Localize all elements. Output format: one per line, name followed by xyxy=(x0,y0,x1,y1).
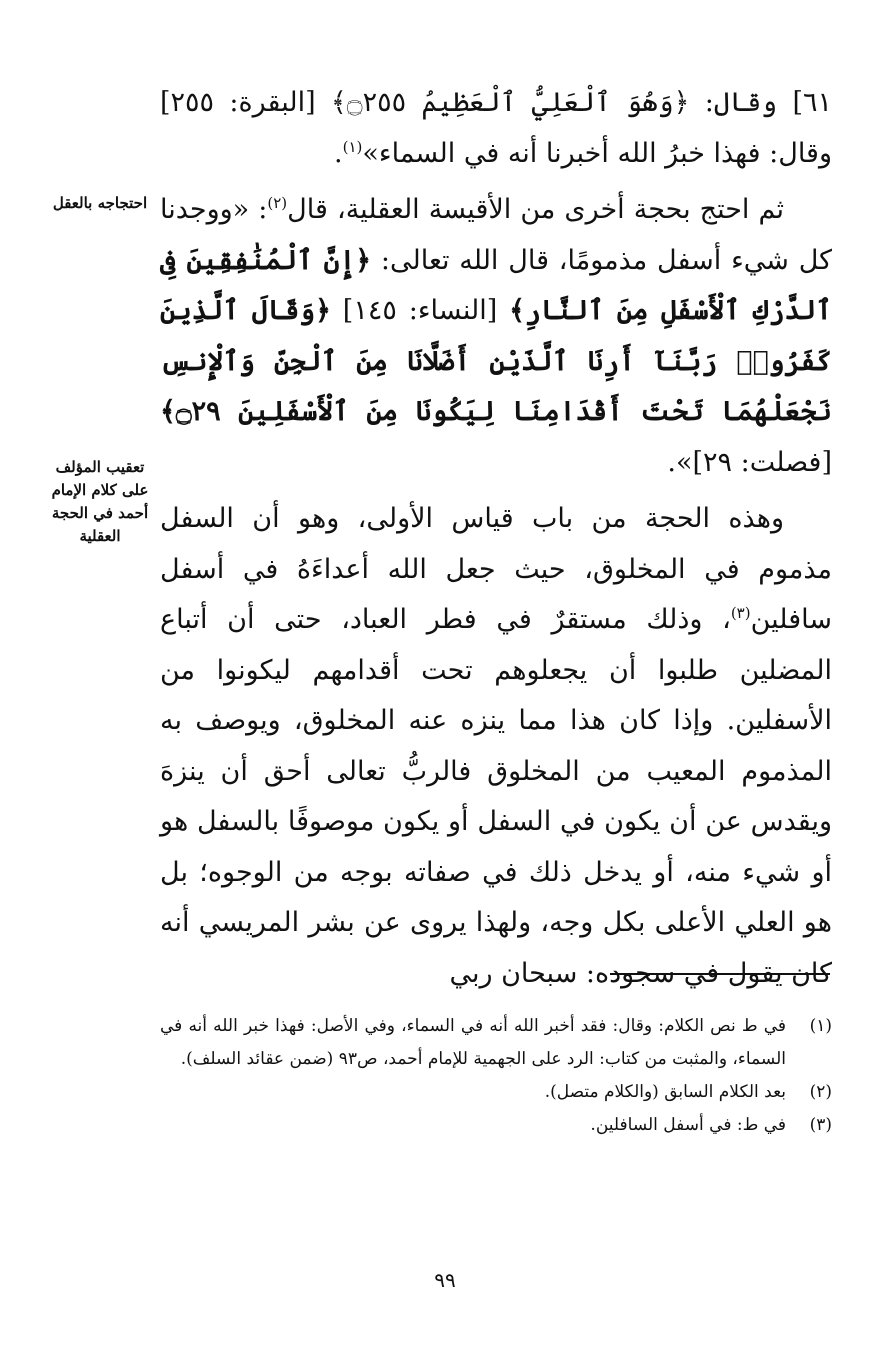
quran-verse-2: ﴿وَقَالَ ٱلَّذِينَ كَفَرُوا۟ رَبَّنَآ أَرِنَا ٱلَّذَيْنِ أَضَلَّانَا مِنَ ٱلْجِنِّ وَٱلْإِنسِ نَجْعَلْهُمَا تَحْتَ أَقْدَامِنَا لِيَكُونَا مِنَ ٱلْأَسْفَلِينَ ۝٢٩﴾ xyxy=(160,295,832,427)
paragraph-1-end: . xyxy=(334,137,343,169)
footnote-text: بعد الكلام السابق (والكلام متصل). xyxy=(544,1082,786,1102)
footnote-number: (١) xyxy=(809,1016,832,1036)
main-text xyxy=(160,78,832,999)
paragraph-2-continuation: : «ووجدنا كل شيء أسفل مذمومًا، قال الله تعالى: xyxy=(160,194,832,276)
footnote-number: (٢) xyxy=(809,1082,832,1102)
paragraph-3 xyxy=(160,494,832,999)
verse-reference-1: [النساء: ١٤٥] xyxy=(330,295,510,326)
footnote-text: في ط: في أسفل السافلين. xyxy=(590,1115,786,1135)
verse-reference-2: [فصلت: ٢٩]». xyxy=(667,446,832,478)
footnote-text: في ط نص الكلام: وقال: فقد أخبر الله أنه في السماء، وفي الأصل: فهذا خبر الله أنه في السماء، والمثبت من كتاب: الرد على الجهمية للإمام أحمد، ص٩٣ (ضمن عقائد السلف). xyxy=(160,1016,786,1069)
paragraph-2 xyxy=(160,185,832,488)
footnote-2 xyxy=(160,1076,832,1109)
paragraph-3-continuation: ، وذلك مستقرٌ في فطر العباد، حتى أن أتباع المضلين طلبوا أن يجعلوهم تحت أقدامهم ليكونوا من الأسفلين. وإذا كان هذا مما ينزه عنه المخلوق، ويوصف به المذموم المعيب من المخلوق فالربُّ تعالى أحق أن ينزهَ ويقدس عن أن يكون في السفل أو يكون موصوفًا بالسفل هو أو شيء منه، أو يدخل ذلك في صفاته بوجه من الوجوه؛ بل هو العلي الأعلى بكل وجه، ولهذا يروى عن بشر المريسي أنه كان يقول في سجوده: سبحان ربي xyxy=(160,604,832,989)
footnotes xyxy=(160,1010,832,1142)
paragraph-1-text: ٦١] وقال: ﴿وَهُوَ ٱلْعَلِيُّ ٱلْعَظِيمُ ۝٢٥٥﴾ [البقرة: ٢٥٥] وقال: فهذا خبرُ الله أخبرنا أنه في السماء» xyxy=(160,87,832,169)
paragraph-2-text: ثم احتج بحجة أخرى من الأقيسة العقلية، قال xyxy=(287,194,784,225)
footnote-ref-1: (١) xyxy=(342,137,363,156)
quran-verse-1: ﴿إِنَّ ٱلْمُنَٰفِقِينَ فِى ٱلدَّرْكِ ٱلْأَسْفَلِ مِنَ ٱلنَّارِ﴾ xyxy=(160,244,832,326)
footnote-1 xyxy=(160,1010,832,1076)
margin-note-commentary: تعقيب المؤلف على كلام الإمام أحمد في الحجة العقلية xyxy=(51,458,149,545)
paragraph-3-text: وهذه الحجة من باب قياس الأولى، وهو أن السفل مذموم في المخلوق، حيث جعل الله أعداءَهُ في أسفل سافلين xyxy=(160,503,832,635)
footnote-ref-3: (٣) xyxy=(730,604,751,622)
margin-note-reasoning: احتجاجه بالعقل xyxy=(52,194,148,212)
footnote-divider xyxy=(610,973,830,975)
page-number: ٩٩ xyxy=(434,1268,456,1292)
footnote-3 xyxy=(160,1109,832,1142)
footnote-number: (٣) xyxy=(809,1115,832,1135)
footnote-ref-2: (٢) xyxy=(267,194,288,212)
paragraph-1 xyxy=(160,78,832,179)
